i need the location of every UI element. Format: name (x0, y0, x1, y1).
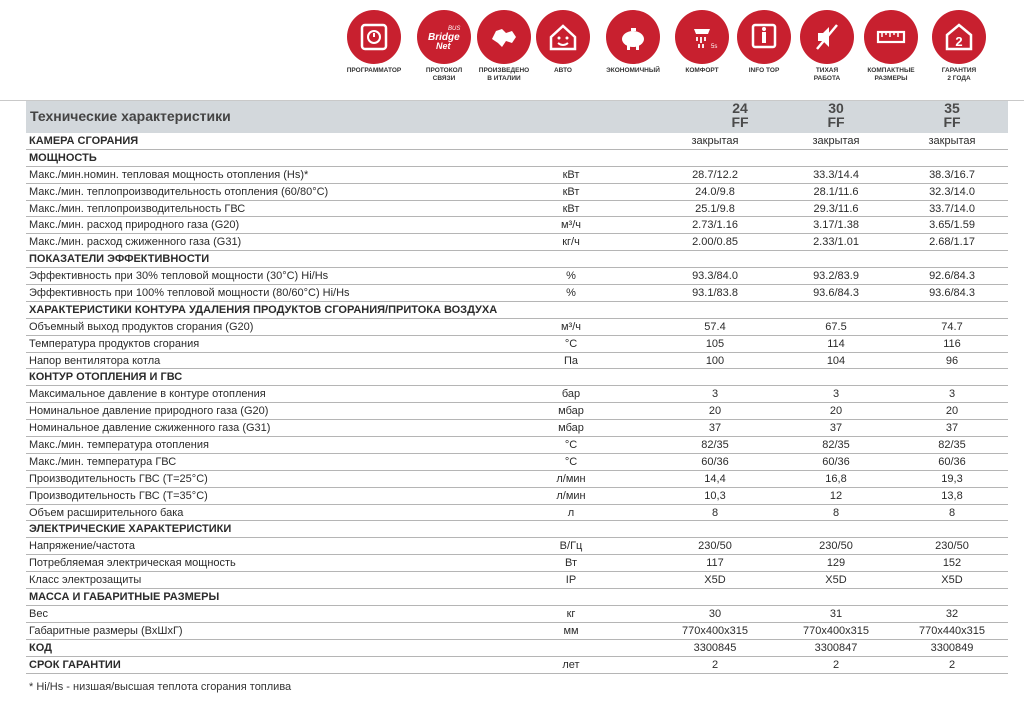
value-30ff: 8 (832, 506, 840, 519)
value-30ff: 104 (826, 354, 846, 367)
row-label: МОЩНОСТЬ (29, 151, 97, 164)
row-label: Напряжение/частота (29, 540, 136, 553)
row-label: Класс электрозащиты (29, 574, 142, 587)
row-label: Напор вентилятора котла (29, 354, 161, 367)
value-30ff: 31 (829, 607, 843, 620)
value-24ff: 25.1/9.8 (695, 202, 735, 215)
value-24ff: 230/50 (698, 540, 732, 553)
table-row (26, 454, 1008, 471)
table-row (26, 184, 1008, 201)
table-row (26, 217, 1008, 234)
value-30ff: 3 (832, 388, 840, 401)
row-label: Макс./мин. расход сжиженного газа (G31) (29, 236, 242, 249)
value-35ff: 74.7 (941, 320, 963, 333)
row-label: Макс./мин.номин. тепловая мощность отопления (Hs)* (29, 168, 309, 181)
shower-icon (675, 10, 729, 64)
value-24ff: 28.7/12.2 (692, 168, 738, 181)
value-24ff: закрытая (691, 135, 739, 147)
value-30ff: 93.6/84.3 (813, 287, 859, 300)
value-35ff: 2.68/1.17 (929, 236, 975, 249)
spec-table (26, 133, 1008, 674)
value-35ff: 33.7/14.0 (929, 202, 975, 215)
value-24ff: 60/36 (701, 455, 729, 468)
value-24ff: 82/35 (701, 439, 729, 452)
value-24ff: 105 (705, 337, 725, 350)
mute-icon (800, 10, 854, 64)
feature-label: АВТО (553, 67, 572, 74)
value-24ff: 3 (711, 388, 719, 401)
table-row (26, 353, 1008, 370)
auto-house-icon (536, 10, 590, 64)
section-row (26, 150, 1008, 167)
row-unit: бар (561, 388, 581, 401)
value-35ff: 152 (942, 557, 962, 570)
model-24ff (700, 101, 780, 129)
row-unit: лет (562, 658, 580, 671)
value-35ff: 19,3 (941, 472, 963, 485)
value-30ff: 129 (826, 557, 846, 570)
value-30ff: X5D (825, 574, 847, 587)
value-30ff: 29.3/11.6 (813, 202, 859, 215)
section-row (26, 302, 1008, 319)
table-row (26, 623, 1008, 640)
row-label: Габаритные размеры (ВхШхГ) (29, 624, 183, 637)
value-35ff: 230/50 (935, 540, 969, 553)
value-24ff: 57.4 (704, 320, 726, 333)
table-row (26, 420, 1008, 437)
row-unit: кг (566, 607, 576, 620)
value-24ff: 117 (706, 557, 724, 570)
value-30ff: 33.3/14.4 (813, 168, 859, 181)
value-24ff: 37 (708, 422, 722, 435)
row-label: Эффективность при 100% тепловой мощности (80/60°С) Hi/Hs (29, 287, 350, 300)
model-number: 24 (732, 100, 748, 116)
value-30ff: 3.17/1.38 (813, 219, 859, 232)
value-35ff: 770x440x315 (918, 624, 986, 637)
row-unit: % (566, 287, 576, 300)
feature-label: КОМПАКТНЫЕ РАЗМЕРЫ (867, 67, 915, 82)
table-row (26, 201, 1008, 218)
value-24ff: 10,3 (704, 489, 726, 502)
model-30ff (796, 101, 876, 129)
value-30ff: 114 (827, 337, 845, 350)
model-suffix: FF (827, 114, 845, 130)
row-label: Эффективность при 30% тепловой мощности (30°С) Hi/Hs (29, 270, 329, 283)
table-row (26, 555, 1008, 572)
warranty-icon (932, 10, 986, 64)
value-24ff: 24.0/9.8 (695, 185, 735, 198)
table-row (26, 403, 1008, 420)
value-24ff: 2.00/0.85 (692, 236, 738, 249)
feature-label: КОМФОРТ (685, 67, 719, 74)
value-35ff: 60/36 (938, 455, 966, 468)
row-unit: Па (563, 354, 579, 367)
svg-text:5s: 5s (711, 44, 718, 50)
value-35ff: 32 (945, 607, 959, 620)
value-35ff: 82/35 (938, 439, 966, 452)
row-unit: м³/ч (560, 219, 581, 232)
value-30ff: 2 (832, 658, 840, 671)
feature-label: ПРОГРАММАТОР (346, 67, 402, 74)
row-label: Номинальное давление сжиженного газа (G31) (29, 422, 271, 435)
feature-ruler (853, 10, 929, 83)
row-unit: Вт (564, 557, 577, 570)
section-row (26, 133, 1008, 150)
value-24ff: 93.3/84.0 (692, 270, 738, 283)
value-35ff: 38.3/16.7 (929, 168, 975, 181)
row-unit: °С (564, 439, 578, 452)
feature-label: INFO TOP (748, 67, 780, 74)
feature-label: ГАРАНТИЯ 2 ГОДА (941, 67, 977, 82)
value-35ff: 96 (945, 354, 959, 367)
svg-text:2: 2 (955, 34, 963, 49)
row-label: ХАРАКТЕРИСТИКИ КОНТУРА УДАЛЕНИЯ ПРОДУКТОВ СГОРАНИЯ/ПРИТОКА ВОЗДУХА (29, 303, 498, 316)
value-35ff: 3 (948, 388, 956, 401)
europe-map-icon (477, 10, 531, 64)
row-label: Производительность ГВС (Т=35°С) (29, 489, 208, 502)
info-tap-icon (737, 10, 791, 64)
table-row (26, 336, 1008, 353)
value-30ff: закрытая (812, 135, 860, 147)
ruler-icon (864, 10, 918, 64)
table-title: Технические характеристики (30, 108, 231, 124)
value-30ff: 67.5 (825, 320, 847, 333)
row-unit: кВт (562, 168, 580, 181)
row-unit: л (567, 506, 575, 519)
table-row (26, 167, 1008, 184)
row-unit: кг/ч (562, 236, 580, 249)
table-row (26, 234, 1008, 251)
value-35ff: X5D (941, 574, 963, 587)
value-30ff: 16,8 (825, 472, 847, 485)
value-35ff: 8 (948, 506, 956, 519)
value-30ff: 230/50 (819, 540, 853, 553)
row-unit: % (566, 270, 576, 283)
feature-label: ПРОИЗВЕДЕНО В ИТАЛИИ (478, 67, 530, 82)
feature-label: ПРОТОКОЛ СВЯЗИ (425, 67, 463, 82)
value-30ff: 770x400x315 (802, 624, 870, 637)
section-row (26, 251, 1008, 268)
row-unit: °С (564, 337, 578, 350)
row-label: Производительность ГВС (Т=25°С) (29, 472, 208, 485)
table-row (26, 386, 1008, 403)
value-24ff: 3300845 (693, 641, 737, 654)
row-unit: IP (565, 574, 577, 587)
row-label: Номинальное давление природного газа (G20) (29, 405, 269, 418)
row-unit: кВт (562, 202, 580, 215)
value-35ff: 92.6/84.3 (929, 270, 975, 283)
table-row (26, 538, 1008, 555)
value-35ff: 13,8 (941, 489, 963, 502)
value-30ff: 93.2/83.9 (813, 270, 859, 283)
model-35ff (912, 101, 992, 129)
section-row (26, 521, 1008, 538)
row-label: ПОКАЗАТЕЛИ ЭФФЕКТИВНОСТИ (29, 253, 210, 266)
row-label: КАМЕРА СГОРАНИЯ (29, 135, 139, 147)
programmer-icon (347, 10, 401, 64)
row-label: Макс./мин. расход природного газа (G20) (29, 219, 240, 232)
value-30ff: 28.1/11.6 (813, 185, 859, 198)
value-24ff: 8 (711, 506, 719, 519)
model-number: 35 (944, 100, 960, 116)
value-35ff: 93.6/84.3 (929, 287, 975, 300)
feature-programmer (336, 10, 412, 75)
row-unit: °С (564, 455, 578, 468)
table-row (26, 488, 1008, 505)
table-row (26, 505, 1008, 522)
value-24ff: 93.1/83.8 (692, 287, 738, 300)
row-label: Вес (29, 607, 48, 620)
row-label: ЭЛЕКТРИЧЕСКИЕ ХАРАКТЕРИСТИКИ (29, 523, 232, 536)
row-unit: мм (563, 624, 579, 637)
table-row (26, 285, 1008, 302)
value-24ff: 100 (705, 354, 725, 367)
row-label: Макс./мин. температура отопления (29, 439, 209, 452)
svg-text:BUS: BUS (448, 26, 461, 32)
value-35ff: 116 (943, 337, 961, 350)
feature-warranty (921, 10, 997, 83)
model-suffix: FF (731, 114, 749, 130)
footnote: * Hi/Hs - низшая/высшая теплота сгорания топлива (29, 681, 292, 693)
value-30ff: 60/36 (822, 455, 850, 468)
row-unit: л/мин (556, 472, 586, 485)
row-label: Температура продуктов сгорания (29, 337, 200, 350)
value-30ff: 37 (829, 422, 843, 435)
row-label: МАССА И ГАБАРИТНЫЕ РАЗМЕРЫ (29, 591, 220, 604)
section-row (26, 657, 1008, 674)
row-unit: л/мин (556, 489, 586, 502)
table-row (26, 319, 1008, 336)
feature-label: ТИХАЯ РАБОТА (813, 67, 841, 82)
row-label: Макс./мин. теплопроизводительность отопления (60/80°С) (29, 185, 329, 198)
value-24ff: 20 (708, 405, 722, 418)
table-row (26, 437, 1008, 454)
section-row (26, 640, 1008, 657)
value-35ff: 32.3/14.0 (929, 185, 975, 198)
value-35ff: 3.65/1.59 (929, 219, 975, 232)
section-row (26, 369, 1008, 386)
row-unit: В/Гц (559, 540, 583, 553)
piggy-bank-icon (606, 10, 660, 64)
value-30ff: 12 (829, 489, 843, 502)
value-24ff: 2.73/1.16 (692, 219, 738, 232)
table-row (26, 268, 1008, 285)
row-label: Объем расширительного бака (29, 506, 184, 519)
value-24ff: 14,4 (704, 472, 726, 485)
value-35ff: 37 (945, 422, 959, 435)
table-header (26, 101, 1008, 133)
table-row (26, 606, 1008, 623)
feature-piggy-bank (595, 10, 671, 75)
model-number: 30 (828, 100, 844, 116)
table-row (26, 471, 1008, 488)
value-30ff: 20 (829, 405, 843, 418)
value-35ff: 2 (948, 658, 956, 671)
value-24ff: 770x400x315 (681, 624, 749, 637)
section-row (26, 589, 1008, 606)
model-suffix: FF (943, 114, 961, 130)
value-35ff: 20 (945, 405, 959, 418)
row-unit: мбар (558, 405, 584, 418)
feature-icons-bar (0, 0, 1024, 96)
row-unit: м³/ч (560, 320, 581, 333)
table-row (26, 572, 1008, 589)
value-30ff: 3300847 (814, 641, 858, 654)
row-label: КОНТУР ОТОПЛЕНИЯ И ГВС (29, 371, 183, 384)
feature-auto-house (525, 10, 601, 75)
row-label: СРОК ГАРАНТИИ (29, 658, 121, 671)
value-35ff: закрытая (928, 135, 976, 147)
value-35ff: 3300849 (930, 641, 974, 654)
bus-bridgenet-icon (417, 10, 471, 64)
row-label: Объемный выход продуктов сгорания (G20) (29, 320, 254, 333)
row-unit: мбар (558, 422, 584, 435)
svg-text:Net: Net (436, 41, 451, 51)
value-30ff: 82/35 (822, 439, 850, 452)
row-label: КОД (29, 641, 52, 654)
row-label: Макс./мин. температура ГВС (29, 455, 177, 468)
value-24ff: X5D (704, 574, 726, 587)
row-unit: кВт (562, 185, 580, 198)
row-label: Максимальное давление в контуре отопления (29, 388, 266, 401)
value-30ff: 2.33/1.01 (813, 236, 859, 249)
svg-text:Bridge: Bridge (428, 32, 460, 43)
row-label: Макс./мин. теплопроизводительность ГВС (29, 202, 246, 215)
value-24ff: 30 (708, 607, 722, 620)
feature-label: ЭКОНОМИЧНЫЙ (606, 67, 660, 74)
value-24ff: 2 (711, 658, 719, 671)
row-label: Потребляемая электрическая мощность (29, 557, 236, 570)
